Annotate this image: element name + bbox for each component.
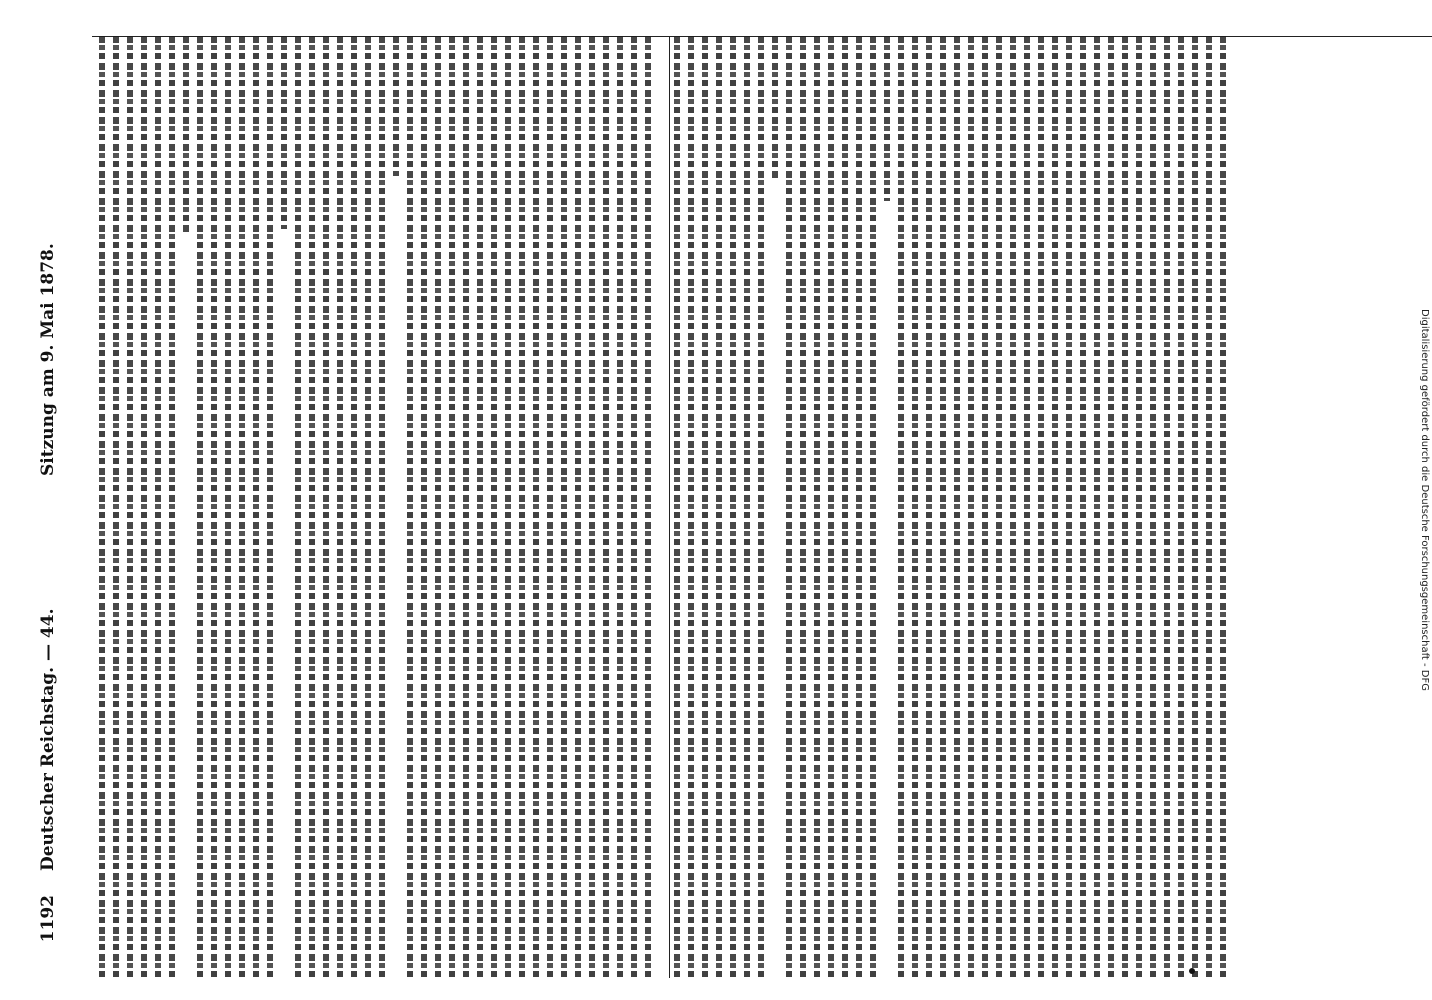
text-line xyxy=(716,36,722,978)
text-line xyxy=(1052,36,1058,978)
text-line xyxy=(295,36,301,978)
text-line xyxy=(183,36,189,233)
text-line xyxy=(337,36,343,978)
text-line xyxy=(674,36,680,978)
text-line xyxy=(645,36,651,978)
text-line xyxy=(631,36,637,978)
text-line xyxy=(1080,36,1086,978)
text-line xyxy=(547,36,553,978)
text-line xyxy=(1150,36,1156,978)
text-line xyxy=(603,36,609,978)
text-line xyxy=(912,36,918,978)
text-line xyxy=(1220,36,1226,978)
text-line xyxy=(1164,36,1170,978)
text-line xyxy=(505,36,511,978)
text-line xyxy=(814,36,820,978)
text-line xyxy=(1122,36,1128,978)
text-line xyxy=(1178,36,1184,978)
text-line xyxy=(267,36,273,978)
text-line xyxy=(155,36,161,978)
text-line xyxy=(702,36,708,978)
text-line xyxy=(856,36,862,978)
text-line xyxy=(407,36,413,978)
text-column-right xyxy=(672,36,1237,978)
text-line xyxy=(99,36,105,978)
text-line xyxy=(772,36,778,179)
text-line xyxy=(884,36,890,201)
text-line xyxy=(1094,36,1100,978)
text-line xyxy=(253,36,259,978)
text-line xyxy=(1010,36,1016,978)
text-line xyxy=(842,36,848,978)
text-line xyxy=(744,36,750,978)
text-line xyxy=(996,36,1002,978)
text-line xyxy=(365,36,371,978)
text-line xyxy=(561,36,567,978)
text-line xyxy=(1108,36,1114,978)
text-line xyxy=(197,36,203,978)
text-line xyxy=(351,36,357,978)
text-line xyxy=(1206,36,1212,978)
text-line xyxy=(575,36,581,978)
text-line xyxy=(211,36,217,978)
text-line xyxy=(491,36,497,978)
text-line xyxy=(758,36,764,978)
dfg-credit: Digitalisierung gefördert durch die Deutsche Forschungsgemeinschaft - DFG xyxy=(1419,308,1430,691)
running-head-right: Sitzung am 9. Mai 1878. xyxy=(38,243,58,477)
text-line xyxy=(169,36,175,978)
text-line xyxy=(239,36,245,978)
text-line xyxy=(281,36,287,229)
text-line xyxy=(898,36,904,978)
text-line xyxy=(800,36,806,978)
text-line xyxy=(225,36,231,978)
running-head-left: Deutscher Reichstag. — 44. xyxy=(38,608,58,872)
text-line xyxy=(870,36,876,978)
text-line xyxy=(730,36,736,978)
page-number: 1192 xyxy=(38,894,58,942)
text-line xyxy=(828,36,834,978)
text-line xyxy=(1038,36,1044,978)
text-line xyxy=(323,36,329,978)
text-line xyxy=(113,36,119,978)
text-line xyxy=(309,36,315,978)
speck-mark xyxy=(1189,968,1195,974)
text-line xyxy=(982,36,988,978)
text-line xyxy=(477,36,483,978)
text-line xyxy=(617,36,623,978)
text-line xyxy=(435,36,441,978)
text-line xyxy=(786,36,792,978)
running-head xyxy=(38,0,78,1000)
text-line xyxy=(127,36,133,978)
text-line xyxy=(463,36,469,978)
text-line xyxy=(141,36,147,978)
text-line xyxy=(688,36,694,978)
text-line xyxy=(421,36,427,978)
text-line xyxy=(589,36,595,978)
text-line xyxy=(1024,36,1030,978)
text-line xyxy=(968,36,974,978)
text-line xyxy=(379,36,385,978)
text-line xyxy=(1066,36,1072,978)
text-line xyxy=(393,36,399,176)
text-line xyxy=(1136,36,1142,978)
column-divider xyxy=(669,36,670,978)
text-line xyxy=(1192,36,1198,978)
text-line xyxy=(533,36,539,978)
text-line xyxy=(954,36,960,978)
text-column-left xyxy=(97,36,662,978)
text-line xyxy=(940,36,946,978)
text-line xyxy=(449,36,455,978)
text-line xyxy=(926,36,932,978)
text-line xyxy=(519,36,525,978)
